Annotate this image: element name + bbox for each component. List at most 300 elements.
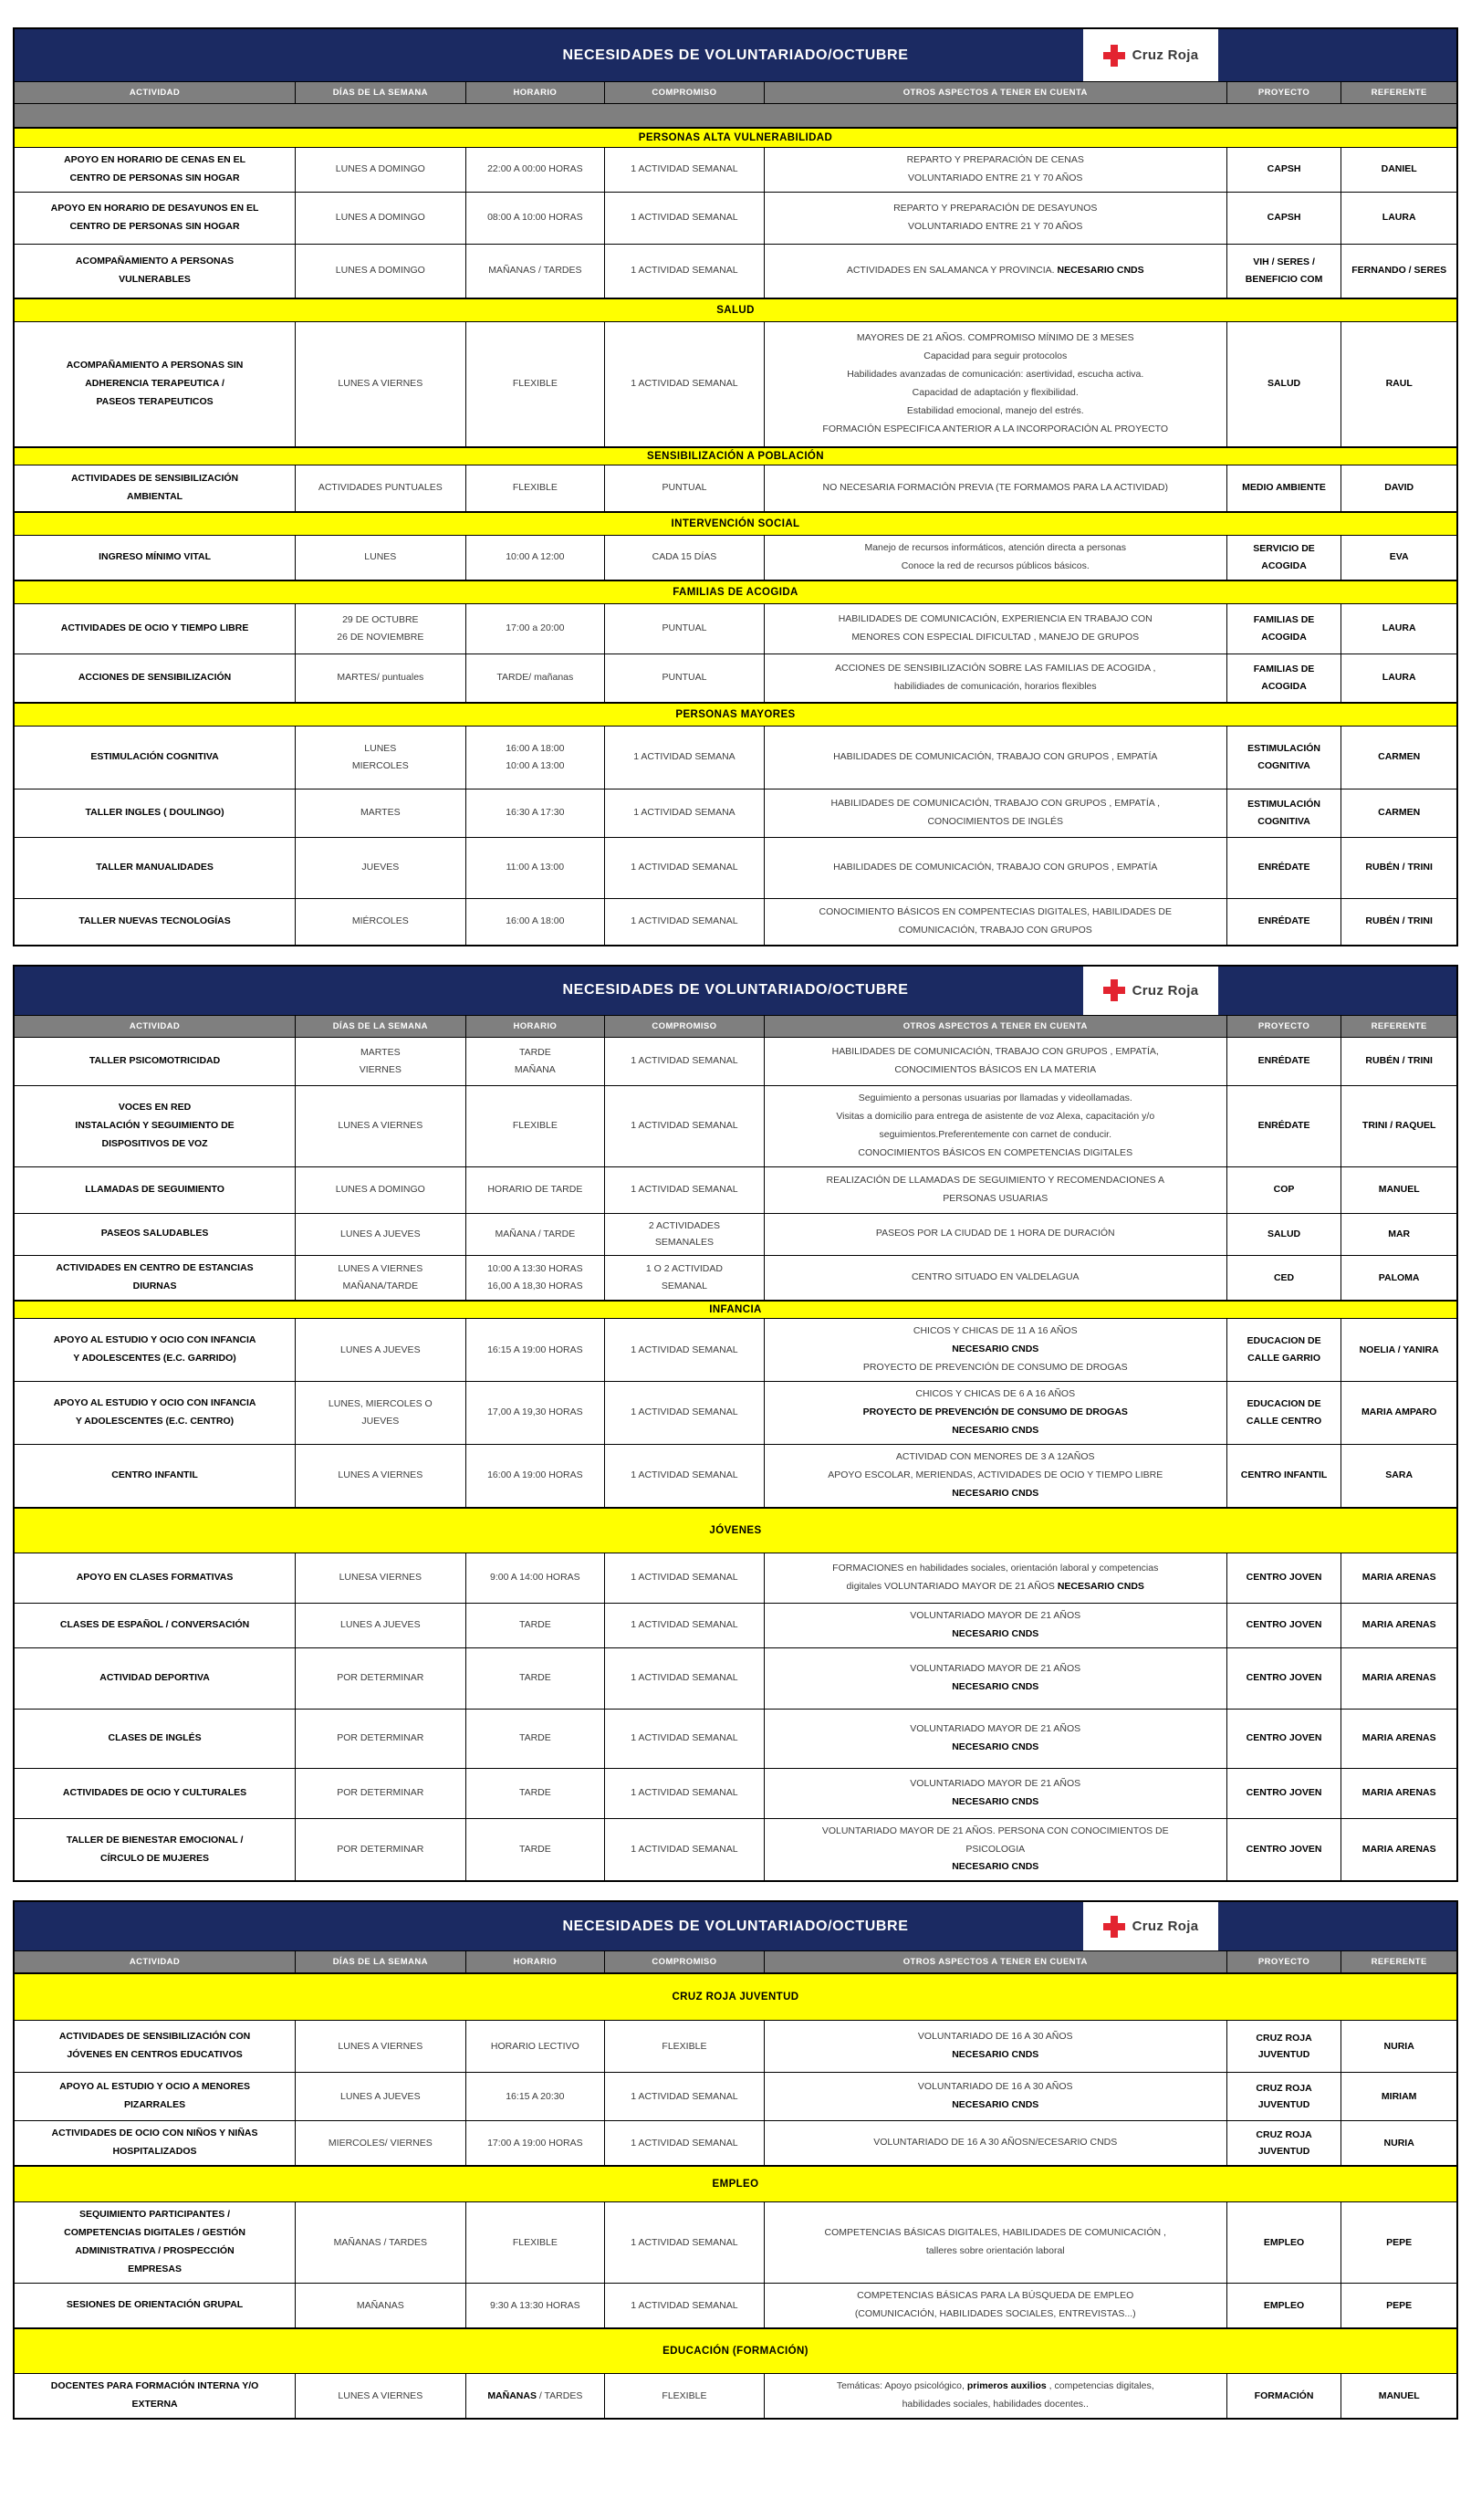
cell-activity: APOYO EN CLASES FORMATIVAS [15, 1553, 296, 1603]
cell-project: VIH / SERES / BENEFICIO COM [1227, 245, 1342, 298]
cell-days: LUNES A VIERNES [296, 2374, 465, 2418]
cell-aspects: VOLUNTARIADO MAYOR DE 21 AÑOS. PERSONA CON CONOCIMIENTOS DE PSICOLOGIA NECESARIO CNDS [765, 1819, 1227, 1881]
cell-days: LUNESA VIERNES [296, 1553, 465, 1603]
cell-activity: ESTIMULACIÓN COGNITIVA [15, 727, 296, 789]
cell-activity: ACTIVIDADES DE OCIO Y CULTURALES [15, 1769, 296, 1818]
cell-project: SALUD [1227, 1214, 1342, 1256]
cell-days: POR DETERMINAR [296, 1648, 465, 1709]
cell-schedule: MAÑANAS / TARDES [466, 2374, 606, 2418]
cell-days: LUNES A VIERNES [296, 1445, 465, 1507]
table-row [15, 2021, 1456, 2073]
cell-aspects: REPARTO Y PREPARACIÓN DE DESAYUNOS VOLUNTARIADO ENTRE 21 Y 70 AÑOS [765, 193, 1227, 244]
cell-project: CRUZ ROJA JUVENTUD [1227, 2073, 1342, 2120]
cell-aspects: HABILIDADES DE COMUNICACIÓN, TRABAJO CON GRUPOS , EMPATÍA , CONOCIMIENTOS DE INGLÉS [765, 789, 1227, 837]
cell-days: LUNES MIERCOLES [296, 727, 465, 789]
column-header: DÍAS DE LA SEMANA [296, 1951, 465, 1972]
cell-commitment: 1 ACTIVIDAD SEMANAL [605, 1710, 765, 1768]
cell-days: LUNES A JUEVES [296, 1214, 465, 1256]
cell-referent: MARIA AMPARO [1361, 1406, 1437, 1418]
cell-aspects: Manejo de recursos informáticos, atención directa a personas Conoce la red de recursos públicos básicos. [765, 536, 1227, 580]
table-row [15, 789, 1456, 838]
table-header [15, 29, 1456, 81]
table-row [15, 1604, 1456, 1648]
cell-schedule: MAÑANA / TARDE [466, 1214, 606, 1256]
table-row [15, 148, 1456, 193]
cell-commitment: 1 ACTIVIDAD SEMANAL [605, 1319, 765, 1381]
cell-commitment: FLEXIBLE [605, 2374, 765, 2418]
cell-days: LUNES, MIERCOLES O JUEVES [296, 1382, 465, 1444]
brand-label: Cruz Roja [1132, 982, 1199, 999]
cell-aspects: NO NECESARIA FORMACIÓN PREVIA (TE FORMAMOS PARA LA ACTIVIDAD) [765, 465, 1227, 511]
table-row [15, 2202, 1456, 2284]
cell-aspects: Seguimiento a personas usuarias por llamadas y videollamadas. Visitas a domicilio para entrega de asistente de voz Alexa, capacitación y/o seguimientos.Preferentemente con carnet de conducir. CONOCIMIENTOS BÁSICOS EN COMPETENCIAS DIGITALES [765, 1086, 1227, 1166]
section-banner: EDUCACIÓN (FORMACIÓN) [15, 2328, 1456, 2374]
column-header: PROYECTO [1227, 1951, 1342, 1972]
table-row [15, 1319, 1456, 1382]
cell-aspects: VOLUNTARIADO DE 16 A 30 AÑOSN/ECESARIO CNDS [765, 2121, 1227, 2165]
cell-commitment: 1 ACTIVIDAD SEMANAL [605, 245, 765, 298]
cell-aspects: COMPETENCIAS BÁSICAS DIGITALES, HABILIDADES DE COMUNICACIÓN , talleres sobre orientación laboral [765, 2202, 1227, 2283]
cell-commitment: 1 ACTIVIDAD SEMANAL [605, 1819, 765, 1881]
cell-referent: RUBÉN / TRINI [1365, 862, 1433, 873]
cell-referent: MIRIAM [1381, 2090, 1417, 2102]
cell-aspects: VOLUNTARIADO MAYOR DE 21 AÑOS NECESARIO CNDS [765, 1648, 1227, 1709]
cell-aspects: VOLUNTARIADO DE 16 A 30 AÑOS NECESARIO CNDS [765, 2073, 1227, 2120]
section-banner: PERSONAS MAYORES [15, 703, 1456, 727]
table-row [15, 899, 1456, 945]
cell-activity: TALLER INGLES ( DOULINGO) [15, 789, 296, 837]
cell-schedule: TARDE [466, 1769, 606, 1818]
cell-project: CENTRO JOVEN [1227, 1648, 1342, 1709]
cell-schedule: 16:00 A 18:00 10:00 A 13:00 [466, 727, 606, 789]
cell-aspects: REPARTO Y PREPARACIÓN DE CENAS VOLUNTARIADO ENTRE 21 Y 70 AÑOS [765, 148, 1227, 192]
cell-commitment: CADA 15 DÍAS [605, 536, 765, 580]
cell-project: FAMILIAS DE ACOGIDA [1227, 654, 1342, 702]
table-row [15, 1648, 1456, 1710]
cell-commitment: 1 ACTIVIDAD SEMANAL [605, 2121, 765, 2165]
cell-commitment: FLEXIBLE [605, 2021, 765, 2072]
column-header: DÍAS DE LA SEMANA [296, 1016, 465, 1037]
cell-aspects: CHICOS Y CHICAS DE 6 A 16 AÑOS PROYECTO DE PREVENCIÓN DE CONSUMO DE DROGAS NECESARIO CNDS [765, 1382, 1227, 1444]
cell-project: CRUZ ROJA JUVENTUD [1227, 2021, 1342, 2072]
table-row [15, 1819, 1456, 1881]
cell-days: ACTIVIDADES PUNTUALES [296, 465, 465, 511]
cell-commitment: 1 ACTIVIDAD SEMANAL [605, 1769, 765, 1818]
cell-activity: INGRESO MÍNIMO VITAL [15, 536, 296, 580]
section-banner: PERSONAS ALTA VULNERABILIDAD [15, 128, 1456, 148]
cell-schedule: HORARIO LECTIVO [466, 2021, 606, 2072]
cell-commitment: 1 ACTIVIDAD SEMANAL [605, 1382, 765, 1444]
cell-days: MARTES [296, 789, 465, 837]
cell-schedule: HORARIO DE TARDE [466, 1167, 606, 1213]
cell-commitment: 1 ACTIVIDAD SEMANAL [605, 1038, 765, 1085]
column-header: COMPROMISO [605, 1951, 765, 1972]
cell-referent: RUBÉN / TRINI [1365, 915, 1433, 927]
cell-schedule: 16:30 A 17:30 [466, 789, 606, 837]
cell-schedule: FLEXIBLE [466, 2202, 606, 2283]
column-header: HORARIO [466, 1951, 606, 1972]
spacer-row [15, 104, 1456, 128]
cell-schedule: 10:00 A 13:30 HORAS 16,00 A 18,30 HORAS [466, 1256, 606, 1300]
cell-commitment: 1 ACTIVIDAD SEMANAL [605, 2202, 765, 2283]
cell-schedule: 16:00 A 18:00 [466, 899, 606, 945]
table-row [15, 727, 1456, 789]
cell-referent: RAUL [1385, 378, 1413, 390]
table-row [15, 2073, 1456, 2121]
cell-days: LUNES A VIERNES [296, 1086, 465, 1166]
table-row [15, 1214, 1456, 1257]
cell-referent: LAURA [1382, 212, 1416, 224]
column-header: HORARIO [466, 1016, 606, 1037]
cell-referent: CARMEN [1378, 807, 1421, 819]
table-row [15, 2374, 1456, 2418]
cell-project: CENTRO JOVEN [1227, 1553, 1342, 1603]
cell-activity: TALLER MANUALIDADES [15, 838, 296, 898]
table-header [15, 1902, 1456, 1950]
cell-project: CAPSH [1227, 193, 1342, 244]
cell-schedule: TARDE/ mañanas [466, 654, 606, 702]
cell-schedule: 22:00 A 00:00 HORAS [466, 148, 606, 192]
column-header: REFERENTE [1371, 1957, 1427, 1968]
column-header: ACTIVIDAD [15, 1016, 296, 1037]
cell-aspects: VOLUNTARIADO DE 16 A 30 AÑOS NECESARIO CNDS [765, 2021, 1227, 2072]
cell-activity: ACCIONES DE SENSIBILIZACIÓN [15, 654, 296, 702]
cell-aspects: PASEOS POR LA CIUDAD DE 1 HORA DE DURACIÓN [765, 1214, 1227, 1256]
table-row [15, 1038, 1456, 1086]
cell-days: LUNES A DOMINGO [296, 193, 465, 244]
cell-referent: CARMEN [1378, 751, 1421, 763]
cell-aspects: CONOCIMIENTO BÁSICOS EN COMPENTECIAS DIGITALES, HABILIDADES DE COMUNICACIÓN, TRABAJO CON GRUPOS [765, 899, 1227, 945]
cell-aspects: ACTIVIDAD CON MENORES DE 3 A 12AÑOS APOYO ESCOLAR, MERIENDAS, ACTIVIDADES DE OCIO Y TIEMPO LIBRE NECESARIO CNDS [765, 1445, 1227, 1507]
cell-schedule: TARDE [466, 1710, 606, 1768]
cell-activity: CENTRO INFANTIL [15, 1445, 296, 1507]
cell-project: CENTRO JOVEN [1227, 1769, 1342, 1818]
column-header: COMPROMISO [605, 82, 765, 103]
cell-referent: PALOMA [1378, 1271, 1420, 1283]
cell-project: SERVICIO DE ACOGIDA [1227, 536, 1342, 580]
cell-referent: MARIA ARENAS [1361, 1572, 1436, 1584]
section-banner: FAMILIAS DE ACOGIDA [15, 580, 1456, 604]
cell-days: MIERCOLES/ VIERNES [296, 2121, 465, 2165]
cell-project: ENRÉDATE [1227, 838, 1342, 898]
cell-days: 29 DE OCTUBRE 26 DE NOVIEMBRE [296, 604, 465, 654]
table-row [15, 838, 1456, 899]
page-title: NECESIDADES DE VOLUNTARIADO/OCTUBRE [562, 982, 909, 999]
cell-days: MAÑANAS / TARDES [296, 2202, 465, 2283]
cell-aspects: CHICOS Y CHICAS DE 11 A 16 AÑOS NECESARIO CNDS PROYECTO DE PREVENCIÓN DE CONSUMO DE DROGAS [765, 1319, 1227, 1381]
cell-commitment: 1 ACTIVIDAD SEMANAL [605, 193, 765, 244]
cell-referent: SARA [1385, 1469, 1414, 1481]
cell-commitment: PUNTUAL [605, 465, 765, 511]
cell-aspects: REALIZACIÓN DE LLAMADAS DE SEGUIMIENTO Y RECOMENDACIONES A PERSONAS USUARIAS [765, 1167, 1227, 1213]
cell-commitment: PUNTUAL [605, 654, 765, 702]
cell-project: EMPLEO [1227, 2284, 1342, 2327]
section-banner: INTERVENCIÓN SOCIAL [15, 512, 1456, 536]
red-cross-icon [1103, 45, 1125, 67]
cell-days: LUNES A DOMINGO [296, 245, 465, 298]
cell-commitment: PUNTUAL [605, 604, 765, 654]
cell-activity: CLASES DE INGLÉS [15, 1710, 296, 1768]
cell-commitment: 1 ACTIVIDAD SEMANA [605, 789, 765, 837]
cell-aspects: ACCIONES DE SENSIBILIZACIÓN SOBRE LAS FAMILIAS DE ACOGIDA , habilidiades de comunicación, horarios flexibles [765, 654, 1227, 702]
page-title: NECESIDADES DE VOLUNTARIADO/OCTUBRE [562, 1918, 909, 1934]
cell-referent: MANUEL [1378, 1184, 1420, 1196]
cell-project: ESTIMULACIÓN COGNITIVA [1227, 727, 1342, 789]
cell-commitment: 1 ACTIVIDAD SEMANAL [605, 1086, 765, 1166]
cell-activity: PASEOS SALUDABLES [15, 1214, 296, 1256]
cell-referent: DAVID [1384, 482, 1414, 494]
cell-schedule: 9:30 A 13:30 HORAS [466, 2284, 606, 2327]
red-cross-icon [1103, 1916, 1125, 1938]
column-header: ACTIVIDAD [15, 1951, 296, 1972]
column-header: COMPROMISO [605, 1016, 765, 1037]
cell-commitment: 1 ACTIVIDAD SEMANAL [605, 322, 765, 446]
report-table [13, 1900, 1458, 2420]
cell-referent: EVA [1389, 551, 1409, 563]
cell-commitment: 1 ACTIVIDAD SEMANAL [605, 2284, 765, 2327]
cell-activity: ACOMPAÑAMIENTO A PERSONAS VULNERABLES [15, 245, 296, 298]
section-banner: JÓVENES [15, 1508, 1456, 1553]
table-header [15, 967, 1456, 1015]
cell-commitment: 1 ACTIVIDAD SEMANA [605, 727, 765, 789]
section-banner: EMPLEO [15, 2166, 1456, 2202]
page-title: NECESIDADES DE VOLUNTARIADO/OCTUBRE [562, 47, 909, 63]
table-row [15, 536, 1456, 580]
cell-referent: MAR [1388, 1228, 1411, 1239]
cell-schedule: 17:00 a 20:00 [466, 604, 606, 654]
cell-schedule: 9:00 A 14:00 HORAS [466, 1553, 606, 1603]
column-header: HORARIO [466, 82, 606, 103]
cell-days: MIÉRCOLES [296, 899, 465, 945]
table-row [15, 1445, 1456, 1508]
cell-schedule: FLEXIBLE [466, 1086, 606, 1166]
cell-referent: NURIA [1383, 2137, 1414, 2149]
cell-commitment: 1 ACTIVIDAD SEMANAL [605, 2073, 765, 2120]
cell-commitment: 1 ACTIVIDAD SEMANAL [605, 1648, 765, 1709]
cell-aspects: HABILIDADES DE COMUNICACIÓN, TRABAJO CON GRUPOS , EMPATÍA [765, 838, 1227, 898]
cell-schedule: 17:00 A 19:00 HORAS [466, 2121, 606, 2165]
cell-aspects: VOLUNTARIADO MAYOR DE 21 AÑOS NECESARIO CNDS [765, 1710, 1227, 1768]
cell-referent: TRINI / RAQUEL [1361, 1120, 1436, 1132]
cell-aspects: MAYORES DE 21 AÑOS. COMPROMISO MÍNIMO DE 3 MESES Capacidad para seguir protocolos Habilidades avanzadas de comunicación: asertividad, escucha activa. Capacidad de adaptación y flexibilidad. Estabilidad emocional, manejo del estrés. FORMACIÓN ESPECIFICA ANTERIOR A LA INCORPORACIÓN AL PROYECTO [765, 322, 1227, 446]
table-row [15, 604, 1456, 654]
cell-project: ENRÉDATE [1227, 1038, 1342, 1085]
cell-days: LUNES A VIERNES [296, 322, 465, 446]
cell-project: FAMILIAS DE ACOGIDA [1227, 604, 1342, 654]
cell-activity: APOYO AL ESTUDIO Y OCIO A MENORES PIZARRALES [15, 2073, 296, 2120]
cell-days: LUNES A DOMINGO [296, 1167, 465, 1213]
cell-referent: MARIA ARENAS [1361, 1787, 1436, 1799]
cell-project: EMPLEO [1227, 2202, 1342, 2283]
cell-project: SALUD [1227, 322, 1342, 446]
cell-schedule: TARDE [466, 1819, 606, 1881]
cell-days: MARTES/ puntuales [296, 654, 465, 702]
table-row [15, 193, 1456, 245]
cell-referent: FERNANDO / SERES [1351, 265, 1447, 277]
cell-days: LUNES A JUEVES [296, 1319, 465, 1381]
cell-commitment: 1 ACTIVIDAD SEMANAL [605, 899, 765, 945]
cell-days: LUNES A JUEVES [296, 1604, 465, 1647]
cell-days: LUNES A VIERNES MAÑANA/TARDE [296, 1256, 465, 1300]
column-header: OTROS ASPECTOS A TENER EN CUENTA [765, 1016, 1227, 1037]
cell-schedule: 16:00 A 19:00 HORAS [466, 1445, 606, 1507]
cell-project: COP [1227, 1167, 1342, 1213]
cell-activity: SEQUIMIENTO PARTICIPANTES / COMPETENCIAS DIGITALES / GESTIÓN ADMINISTRATIVA / PROSPECCIÓN EMPRESAS [15, 2202, 296, 2283]
table-row [15, 1769, 1456, 1819]
cell-referent: DANIEL [1381, 163, 1417, 175]
column-header: DÍAS DE LA SEMANA [296, 82, 465, 103]
cell-project: FORMACIÓN [1227, 2374, 1342, 2418]
cell-activity: TALLER NUEVAS TECNOLOGÍAS [15, 899, 296, 945]
cell-project: CAPSH [1227, 148, 1342, 192]
cell-activity: ACTIVIDADES DE OCIO CON NIÑOS Y NIÑAS HOSPITALIZADOS [15, 2121, 296, 2165]
cell-project: ENRÉDATE [1227, 1086, 1342, 1166]
cell-aspects: VOLUNTARIADO MAYOR DE 21 AÑOS NECESARIO CNDS [765, 1769, 1227, 1818]
cell-project: EDUCACION DE CALLE CENTRO [1227, 1382, 1342, 1444]
cell-schedule: MAÑANAS / TARDES [466, 245, 606, 298]
cell-days: LUNES [296, 536, 465, 580]
cell-days: LUNES A JUEVES [296, 2073, 465, 2120]
cell-referent: NURIA [1383, 2040, 1414, 2052]
cell-referent: MARIA ARENAS [1361, 1732, 1436, 1744]
cell-referent: LAURA [1382, 672, 1416, 684]
table-row [15, 1553, 1456, 1604]
cruz-roja-logo [1083, 1902, 1219, 1950]
cell-activity: CLASES DE ESPAÑOL / CONVERSACIÓN [15, 1604, 296, 1647]
cell-days: LUNES A DOMINGO [296, 148, 465, 192]
cell-aspects: VOLUNTARIADO MAYOR DE 21 AÑOS NECESARIO CNDS [765, 1604, 1227, 1647]
table-row [15, 1086, 1456, 1167]
table-row [15, 2284, 1456, 2328]
cell-schedule: FLEXIBLE [466, 465, 606, 511]
section-banner: SENSIBILIZACIÓN A POBLACIÓN [15, 447, 1456, 465]
cell-schedule: TARDE MAÑANA [466, 1038, 606, 1085]
section-banner: INFANCIA [15, 1301, 1456, 1319]
table-row [15, 465, 1456, 512]
cell-referent: RUBÉN / TRINI [1365, 1055, 1433, 1067]
cell-aspects: CENTRO SITUADO EN VALDELAGUA [765, 1256, 1227, 1300]
cell-referent: PEPE [1386, 2299, 1413, 2311]
column-header: PROYECTO [1227, 1016, 1342, 1037]
cell-schedule: 16:15 A 19:00 HORAS [466, 1319, 606, 1381]
cell-aspects: ACTIVIDADES EN SALAMANCA Y PROVINCIA. NECESARIO CNDS [765, 245, 1227, 298]
cell-activity: ACTIVIDADES DE SENSIBILIZACIÓN AMBIENTAL [15, 465, 296, 511]
cell-referent: NOELIA / YANIRA [1359, 1344, 1439, 1355]
column-header: PROYECTO [1227, 82, 1342, 103]
cell-commitment: 1 ACTIVIDAD SEMANAL [605, 1445, 765, 1507]
cell-commitment: 1 O 2 ACTIVIDAD SEMANAL [605, 1256, 765, 1300]
cell-referent: LAURA [1382, 622, 1416, 634]
cell-schedule: TARDE [466, 1648, 606, 1709]
cell-activity: APOYO AL ESTUDIO Y OCIO CON INFANCIA Y ADOLESCENTES (E.C. GARRIDO) [15, 1319, 296, 1381]
brand-label: Cruz Roja [1132, 47, 1199, 63]
cell-activity: ACTIVIDAD DEPORTIVA [15, 1648, 296, 1709]
cell-schedule: FLEXIBLE [466, 322, 606, 446]
cell-days: POR DETERMINAR [296, 1710, 465, 1768]
cell-days: MARTES VIERNES [296, 1038, 465, 1085]
cell-aspects: HABILIDADES DE COMUNICACIÓN, TRABAJO CON GRUPOS , EMPATÍA, CONOCIMIENTOS BÁSICOS EN LA MATERIA [765, 1038, 1227, 1085]
cell-days: POR DETERMINAR [296, 1819, 465, 1881]
cell-commitment: 1 ACTIVIDAD SEMANAL [605, 1167, 765, 1213]
cell-days: POR DETERMINAR [296, 1769, 465, 1818]
cell-days: JUEVES [296, 838, 465, 898]
cell-schedule: 11:00 A 13:00 [466, 838, 606, 898]
cell-commitment: 1 ACTIVIDAD SEMANAL [605, 1553, 765, 1603]
cell-project: CENTRO JOVEN [1227, 1710, 1342, 1768]
cruz-roja-logo [1083, 29, 1219, 81]
cell-activity: VOCES EN RED INSTALACIÓN Y SEGUIMIENTO DE DISPOSITIVOS DE VOZ [15, 1086, 296, 1166]
cell-activity: APOYO EN HORARIO DE DESAYUNOS EN EL CENTRO DE PERSONAS SIN HOGAR [15, 193, 296, 244]
cell-aspects: COMPETENCIAS BÁSICAS PARA LA BÚSQUEDA DE EMPLEO (COMUNICACIÓN, HABILIDADES SOCIALES, ENTREVISTAS...) [765, 2284, 1227, 2327]
table-row [15, 245, 1456, 298]
cell-referent: MARIA ARENAS [1361, 1844, 1436, 1856]
cell-commitment: 1 ACTIVIDAD SEMANAL [605, 148, 765, 192]
cell-project: MEDIO AMBIENTE [1227, 465, 1342, 511]
section-banner: SALUD [15, 298, 1456, 322]
cell-aspects: FORMACIONES en habilidades sociales, orientación laboral y competencias digitales VOLUNTARIADO MAYOR DE 21 AÑOS NECESARIO CNDS [765, 1553, 1227, 1603]
cell-referent: MANUEL [1378, 2389, 1420, 2401]
cell-days: LUNES A VIERNES [296, 2021, 465, 2072]
red-cross-icon [1103, 979, 1125, 1001]
table-row [15, 1167, 1456, 1214]
table-row [15, 1256, 1456, 1301]
cell-activity: ACOMPAÑAMIENTO A PERSONAS SIN ADHERENCIA TERAPEUTICA / PASEOS TERAPEUTICOS [15, 322, 296, 446]
cell-schedule: 10:00 A 12:00 [466, 536, 606, 580]
cell-activity: APOYO AL ESTUDIO Y OCIO CON INFANCIA Y ADOLESCENTES (E.C. CENTRO) [15, 1382, 296, 1444]
cell-project: CENTRO JOVEN [1227, 1819, 1342, 1881]
cell-activity: ACTIVIDADES DE SENSIBILIZACIÓN CON JÓVENES EN CENTROS EDUCATIVOS [15, 2021, 296, 2072]
cell-project: CRUZ ROJA JUVENTUD [1227, 2121, 1342, 2165]
cell-activity: APOYO EN HORARIO DE CENAS EN EL CENTRO DE PERSONAS SIN HOGAR [15, 148, 296, 192]
cell-aspects: Temáticas: Apoyo psicológico, primeros auxilios , competencias digitales, habilidades sociales, habilidades docentes.. [765, 2374, 1227, 2418]
cell-aspects: HABILIDADES DE COMUNICACIÓN, TRABAJO CON GRUPOS , EMPATÍA [765, 727, 1227, 789]
section-banner: CRUZ ROJA JUVENTUD [15, 1973, 1456, 2021]
cruz-roja-logo [1083, 967, 1219, 1015]
cell-schedule: TARDE [466, 1604, 606, 1647]
cell-project: CED [1227, 1256, 1342, 1300]
cell-activity: ACTIVIDADES EN CENTRO DE ESTANCIAS DIURNAS [15, 1256, 296, 1300]
cell-commitment: 1 ACTIVIDAD SEMANAL [605, 838, 765, 898]
cell-schedule: 08:00 A 10:00 HORAS [466, 193, 606, 244]
cell-activity: DOCENTES PARA FORMACIÓN INTERNA Y/O EXTERNA [15, 2374, 296, 2418]
cell-referent: PEPE [1386, 2236, 1413, 2248]
cell-activity: TALLER DE BIENESTAR EMOCIONAL / CÍRCULO DE MUJERES [15, 1819, 296, 1881]
table-row [15, 654, 1456, 703]
column-header-row [15, 81, 1456, 104]
table-row [15, 2121, 1456, 2166]
cell-days: MAÑANAS [296, 2284, 465, 2327]
column-header: REFERENTE [1371, 88, 1427, 98]
brand-label: Cruz Roja [1132, 1919, 1199, 1935]
tables-root [13, 27, 1458, 2420]
column-header: OTROS ASPECTOS A TENER EN CUENTA [765, 82, 1227, 103]
cell-activity: TALLER PSICOMOTRICIDAD [15, 1038, 296, 1085]
cell-referent: MARIA ARENAS [1361, 1672, 1436, 1684]
column-header: OTROS ASPECTOS A TENER EN CUENTA [765, 1951, 1227, 1972]
column-header-row [15, 1950, 1456, 1973]
column-header: ACTIVIDAD [15, 82, 296, 103]
cell-activity: ACTIVIDADES DE OCIO Y TIEMPO LIBRE [15, 604, 296, 654]
report-table [13, 27, 1458, 946]
cell-project: ESTIMULACIÓN COGNITIVA [1227, 789, 1342, 837]
cell-project: ENRÉDATE [1227, 899, 1342, 945]
cell-project: CENTRO INFANTIL [1227, 1445, 1342, 1507]
table-row [15, 322, 1456, 447]
table-row [15, 1382, 1456, 1445]
column-header: REFERENTE [1371, 1020, 1427, 1031]
report-table [13, 965, 1458, 1883]
cell-commitment: 1 ACTIVIDAD SEMANAL [605, 1604, 765, 1647]
